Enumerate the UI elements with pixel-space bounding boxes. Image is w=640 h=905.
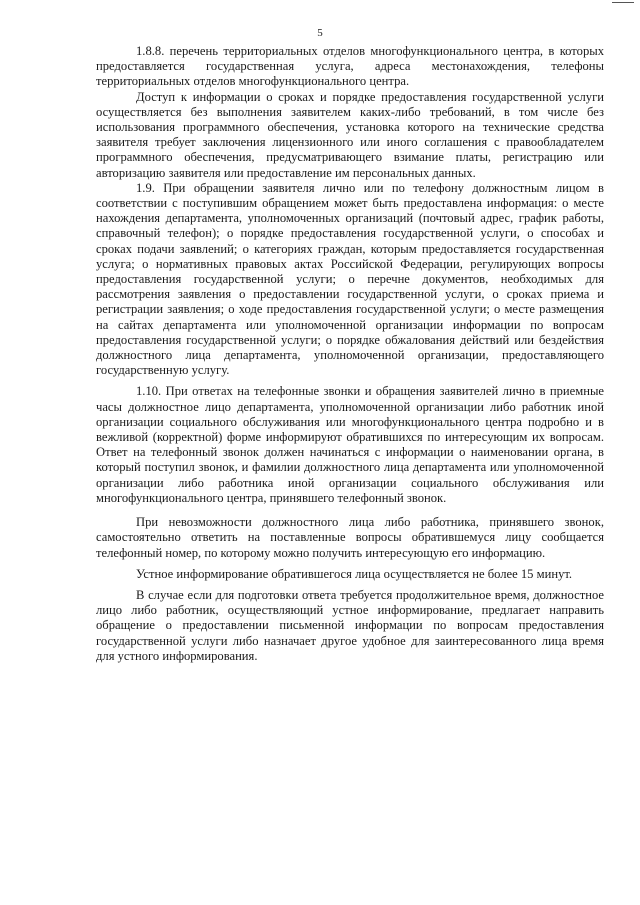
paragraph-1-8-8: 1.8.8. перечень территориальных отделов многофункционального центра, в которых предоставляется государственная услуга, адреса местонахождения, телефоны территориальных отделов многофункционального центра. (96, 44, 604, 89)
corner-mark (612, 2, 634, 3)
paragraph-extended-time: В случае если для подготовки ответа требуется продолжительное время, должностное лицо либо работник, осуществляющий устное информирование, предлагает направить обращение о предоставлении письменной информации по вопросам предоставления государственной услуги либо назначает другое удобное для заинтересованного лица время для устного информирования. (96, 587, 604, 663)
document-body (96, 44, 604, 664)
paragraph-access-info: Доступ к информации о сроках и порядке предоставления государственной услуги осуществляется без выполнения заявителем каких-либо требований, в том числе без использования программного обеспечения, установка которого на технические средства заявителя требует заключения лицензионного или иного соглашения с правообладателем программного обеспечения, предусматривающего взимание платы, регистрацию или авторизацию заявителя или предоставление им персональных данных. (96, 89, 604, 180)
paragraph-unable-to-answer: При невозможности должностного лица либо работника, принявшего звонок, самостоятельно ответить на поставленные вопросы обратившемуся лицу сообщается телефонный номер, по которому можно получить интересующую его информацию. (96, 515, 604, 560)
paragraph-oral-duration: Устное информирование обратившегося лица осуществляется не более 15 минут. (136, 566, 573, 581)
page-number: 5 (317, 27, 323, 39)
paragraph-1-9: 1.9. При обращении заявителя лично или по телефону должностным лицом в соответствии с поступившим обращением может быть предоставлена информация: о месте нахождения департамента, уполномоченных организаций (почтовый адрес, график работы, справочный телефон); о порядке предоставления государственной услуги, о способах и сроках подачи заявлений; о категориях граждан, которым предоставляется государственная услуга; о нормативных правовых актах Российской Федерации, регулирующих вопросы предоставления государственной услуги; о перечне документов, необходимых для рассмотрения заявления о предоставлении государственной услуги, о сроках приема и регистрации заявления; о ходе предоставления государственной услуги; о месте размещения на сайтах департамента или уполномоченной организации информации по вопросам предоставления государственной услуги; о порядке обжалования действий или бездействия должностного лица департамента, уполномоченной организации, предоставляющего государственную услугу. (96, 180, 604, 378)
paragraph-1-10: 1.10. При ответах на телефонные звонки и обращения заявителей лично в приемные часы должностное лицо департамента, уполномоченной организации либо работник иной организации социального обслуживания или многофункционального центра подробно и в вежливой (корректной) форме информируют обратившихся по интересующим их вопросам. Ответ на телефонный звонок должен начинаться с информации о наименовании органа, в который поступил звонок, и фамилии должностного лица департамента или уполномоченной организации либо работника иной организации социального обслуживания или многофункционального центра, принявшего телефонный звонок. (96, 384, 604, 505)
